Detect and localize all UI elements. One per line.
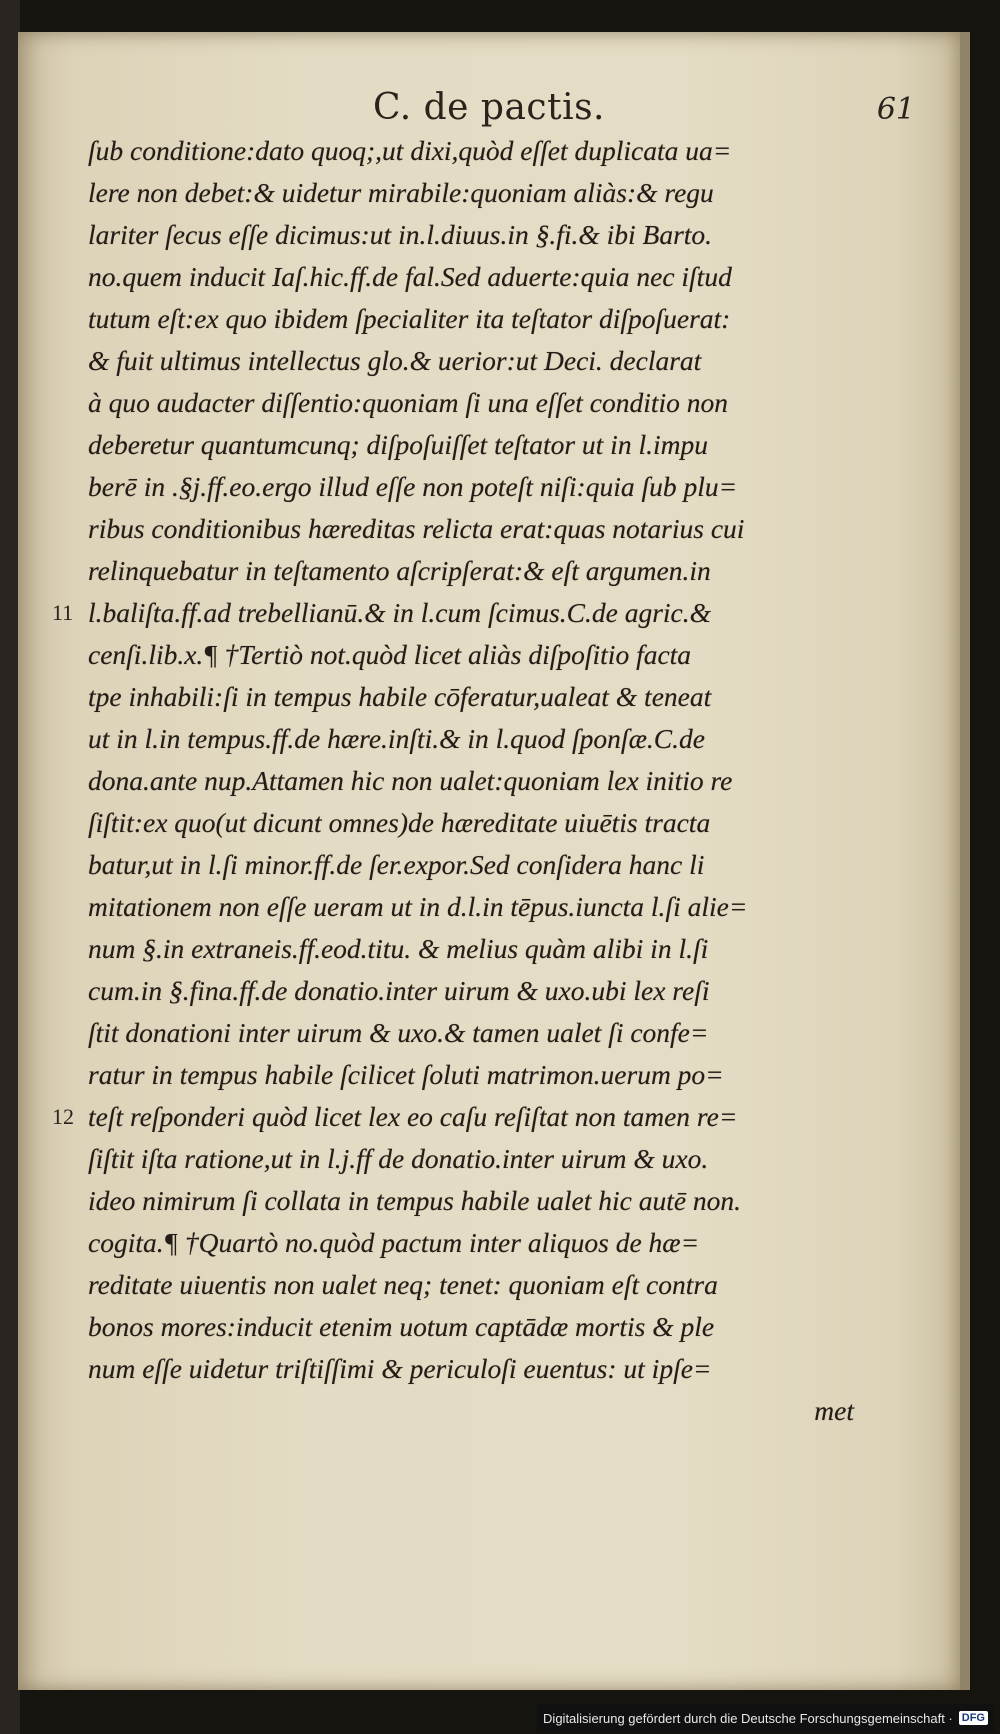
text-line: tutum eſt:ex quo ibidem ſpecialiter ita teſtator diſpoſuerat: [88, 303, 731, 334]
text-line: reditate uiuentis non ualet neq; tenet: quoniam eſt contra [88, 1269, 718, 1300]
text-line: ſub conditione:dato quoq;,ut dixi,quòd eſſet duplicata ua= [88, 135, 732, 166]
text-line: à quo audacter diſſentio:quoniam ſi una eſſet conditio non [88, 387, 729, 418]
text-line: bonos mores:inducit etenim uotum captādæ mortis & ple [88, 1311, 715, 1342]
text-line: ratur in tempus habile ſcilicet ſoluti matrimon.uerum po= [88, 1059, 724, 1090]
book-page [18, 32, 970, 1690]
text-line: lere non debet:& uidetur mirabile:quoniam aliàs:& regu [88, 177, 714, 208]
body-text [88, 130, 868, 1432]
text-line: l.baliſta.ff.ad trebellianū.& in l.cum ſcimus.C.de agric.& [88, 597, 712, 628]
running-head: C. de pactis. [372, 87, 605, 128]
text-line: teſt reſponderi quòd licet lex eo caſu reſiſtat non tamen re= [88, 1101, 738, 1132]
catchword: met [814, 1395, 854, 1426]
text-line: mitationem non eſſe ueram ut in d.l.in tēpus.iuncta l.ſi alie= [88, 891, 748, 922]
text-line: deberetur quantumcunq; diſpoſuiſſet teſtator ut in l.impu [88, 429, 708, 460]
text-line: cum.in §.fina.ff.de donatio.inter uirum & uxo.ubi lex reſi [88, 975, 710, 1006]
text-line: & fuit ultimus intellectus glo.& uerior:ut Deci. declarat [88, 345, 702, 376]
text-line: dona.ante nup.Attamen hic non ualet:quoniam lex initio re [88, 765, 733, 796]
text-line: tpe inhabili:ſi in tempus habile cōferatur,ualeat & teneat [88, 681, 712, 712]
text-line: num eſſe uidetur triſtiſſimi & periculoſi euentus: ut ipſe= [88, 1353, 712, 1384]
text-line: cenſi.lib.x.¶ †Tertiò not.quòd licet aliàs diſpoſitio facta [88, 639, 692, 670]
text-line: ribus conditionibus hæreditas relicta erat:quas notarius cui [88, 513, 745, 544]
dfg-logo-icon: DFG [959, 1711, 988, 1725]
margin-number: 12 [52, 1104, 74, 1129]
book-edge [0, 0, 20, 1734]
text-line: ſiſtit:ex quo(ut dicunt omnes)de hæreditate uiuētis tracta [88, 807, 711, 838]
text-line: berē in .§j.ff.eo.ergo illud eſſe non poteſt niſi:quia ſub plu= [88, 471, 738, 502]
text-line: ſtit donationi inter uirum & uxo.& tamen ualet ſi confe= [88, 1017, 709, 1048]
text-line: ſiſtit iſta ratione,ut in l.j.ff de donatio.inter uirum & uxo. [88, 1143, 709, 1174]
credit-text: Digitalisierung gefördert durch die Deutsche Forschungsgemeinschaft · [543, 1710, 953, 1726]
text-line: cogita.¶ †Quartò no.quòd pactum inter aliquos de hæ= [88, 1227, 700, 1258]
text-line: batur,ut in l.ſi minor.ff.de ſer.expor.Sed conſidera hanc li [88, 849, 705, 880]
digitization-credit [537, 1704, 994, 1732]
text-line: num §.in extraneis.ff.eod.titu. & melius quàm alibi in l.ſi [88, 933, 709, 964]
text-line: lariter ſecus eſſe dicimus:ut in.l.diuus.in §.fi.& ibi Barto. [88, 219, 713, 250]
text-line: no.quem inducit Iaſ.hic.ff.de fal.Sed aduerte:quia nec iſtud [88, 261, 732, 292]
text-line: ut in l.in tempus.ff.de hære.inſti.& in l.quod ſponſæ.C.de [88, 723, 705, 754]
margin-number: 11 [52, 600, 74, 625]
text-line: ideo nimirum ſi collata in tempus habile ualet hic autē non. [88, 1185, 742, 1216]
page-number: 61 [876, 92, 915, 127]
text-line: relinquebatur in teſtamento aſcripſerat:& eſt argumen.in [88, 555, 711, 586]
